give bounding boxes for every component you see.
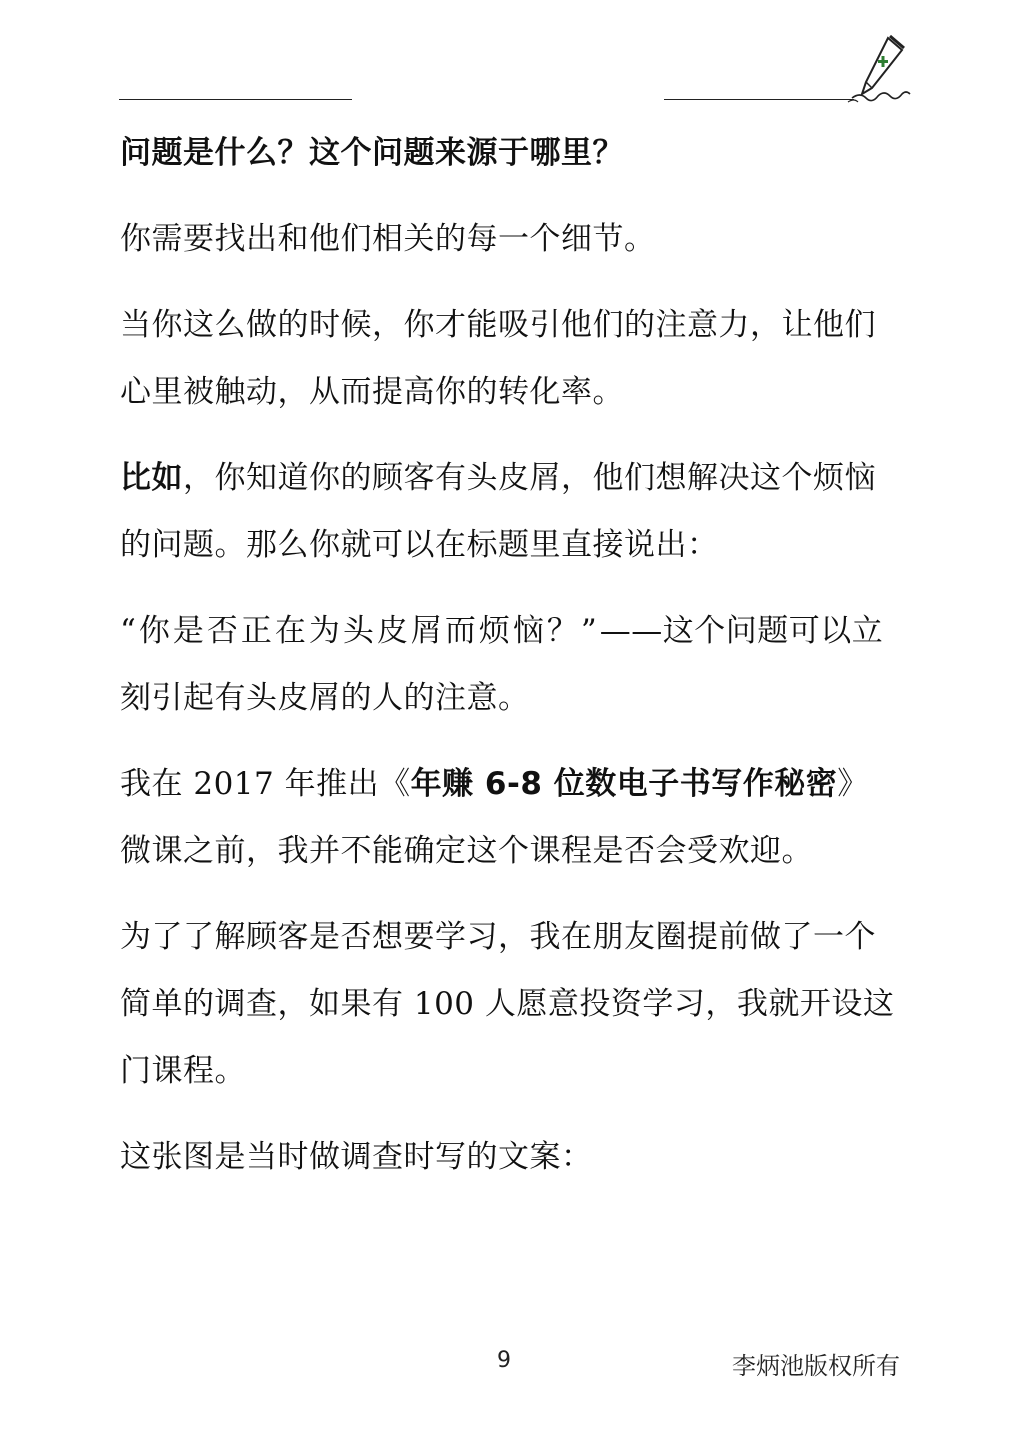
- header-rule-left: [119, 99, 352, 100]
- copyright-notice: 李炳池版权所有: [732, 1352, 900, 1380]
- paragraph-3-text: ，你知道你的顾客有头皮屑，他们想解决这个烦恼的问题。那么你就可以在标题里直接说出：: [120, 460, 876, 563]
- section-heading: 问题是什么？这个问题来源于哪里？: [120, 135, 624, 171]
- paragraph-5-end: 》微课之前，我并不能确定这个课程是否会受欢迎。: [120, 766, 869, 869]
- document-body: [120, 120, 900, 1210]
- pen-nib-icon: [838, 32, 914, 112]
- page-number: 9: [497, 1348, 511, 1373]
- paragraph-5-start: 我在 2017 年推出《: [120, 766, 411, 802]
- paragraph-7: 这张图是当时做调查时写的文案：: [120, 1139, 593, 1175]
- headline-quote: “你是否正在为头皮屑而烦恼？”: [120, 613, 600, 649]
- paragraph-6: 为了了解顾客是否想要学习，我在朋友圈提前做了一个简单的调查，如果有 100 人愿意投资学习，我就开设这门课程。: [120, 919, 895, 1089]
- paragraph-5: [120, 751, 900, 885]
- paragraph-4: [120, 598, 900, 732]
- paragraph-1: 你需要找出和他们相关的每一个细节。: [120, 221, 656, 257]
- paragraph-3: [120, 445, 900, 579]
- example-label: 比如: [120, 460, 183, 496]
- paragraph-2: 当你这么做的时候，你才能吸引他们的注意力，让他们心里被触动，从而提高你的转化率。: [120, 307, 876, 410]
- course-title: 年赚 6-8 位数电子书写作秘密: [410, 766, 838, 802]
- header-rule-right: [664, 99, 854, 100]
- paragraph-4-text: ——这个问题可以立刻引起有头皮屑的人的注意。: [120, 613, 884, 716]
